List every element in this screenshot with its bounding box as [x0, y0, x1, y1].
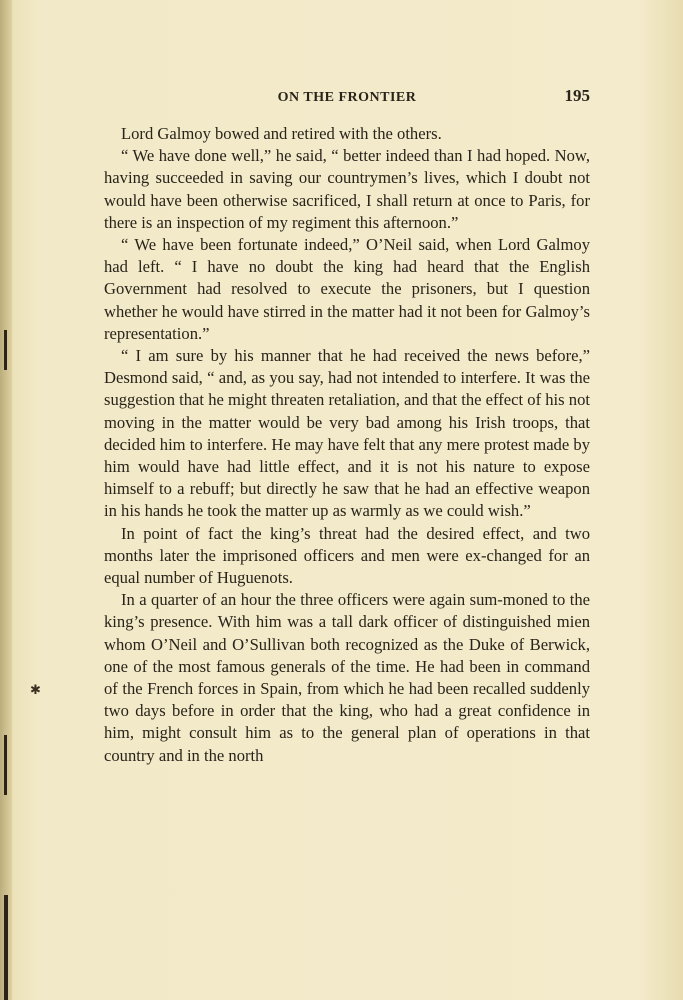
- binding-mark: [4, 330, 7, 370]
- paragraph: In point of fact the king’s threat had the desired effect, and two months later the imprisoned officers and men were ex-changed for an equal number of Huguenots.: [104, 523, 590, 588]
- page-number: 195: [564, 86, 590, 105]
- margin-mark-icon: ✱: [30, 682, 41, 697]
- body-text: [104, 123, 590, 767]
- page-header: [104, 88, 590, 110]
- paragraph: Lord Galmoy bowed and retired with the others.: [121, 124, 442, 143]
- binding-mark: [4, 895, 8, 1000]
- paragraph: “ I am sure by his manner that he had received the news before,” Desmond said, “ and, as you say, had not intended to interfere. It was the suggestion that he might threaten retaliation, and that the effect of his not moving in the matter would be very bad among his Irish troops, that decided him to interfere. He may have felt that any mere protest made by him would have had little effect, and it is not his nature to expose himself to a rebuff; but directly he saw that he had an effective weapon in his hands he took the matter up as warmly as we could wish.”: [104, 346, 590, 521]
- paragraph: In a quarter of an hour the three officers were again sum-moned to the king’s presence. With him was a tall dark officer of distinguished mien whom O’Neil and O’Sullivan both recognized as the Duke of Berwick, one of the most famous generals of the time. He had been in command of the French forces in Spain, from which he had been recalled suddenly two days before in order that the king, who had a great confidence in him, might consult him as to the general plan of operations in that country and in the north: [104, 590, 590, 765]
- page-binding-edge: [0, 0, 12, 1000]
- running-head: ON THE FRONTIER: [277, 90, 417, 105]
- binding-mark: [4, 735, 7, 795]
- paragraph: “ We have done well,” he said, “ better indeed than I had hoped. Now, having succeeded in saving our countrymen’s lives, which I doubt not would have been otherwise sacrificed, I shall return at once to Paris, for there is an inspection of my regiment this afternoon.”: [104, 146, 590, 232]
- paragraph: “ We have been fortunate indeed,” O’Neil said, when Lord Galmoy had left. “ I have no doubt the king had heard that the English Government had resolved to execute the prisoners, but I question whether he would have stirred in the matter had it not been for Galmoy’s representation.”: [104, 235, 590, 343]
